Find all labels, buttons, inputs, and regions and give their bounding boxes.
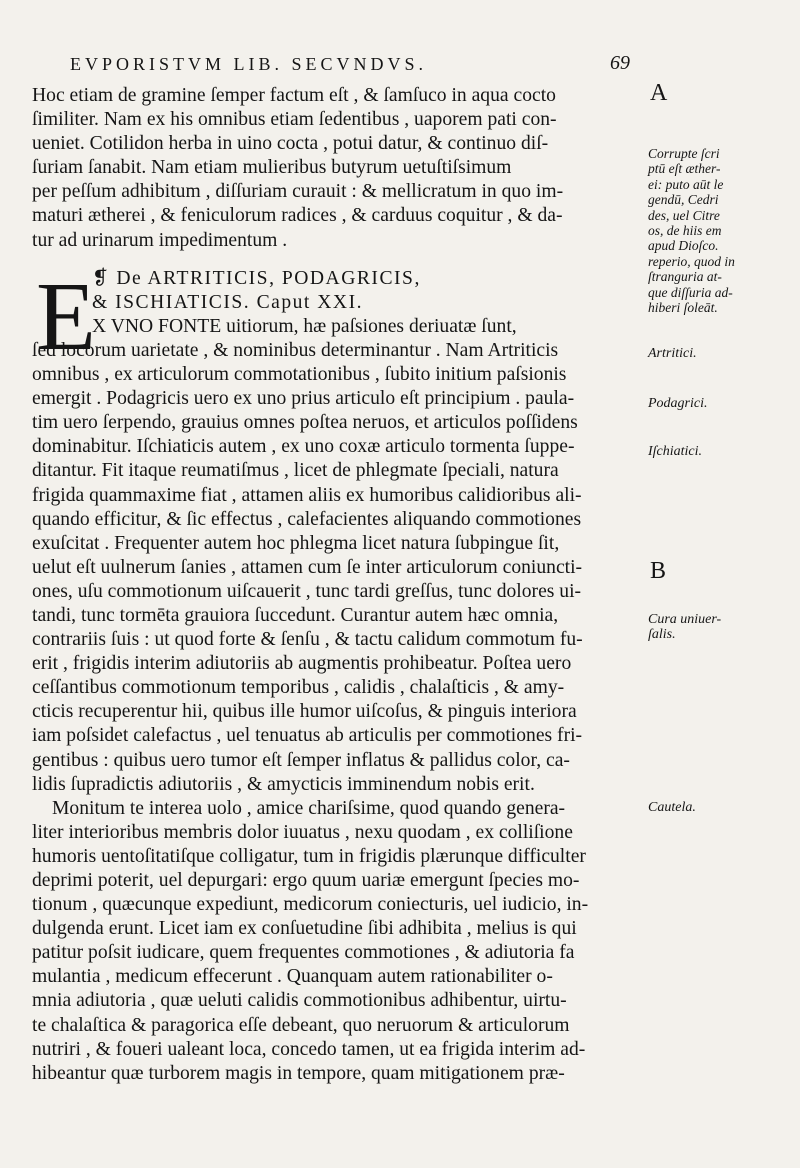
note-line: ſtranguria at- [648,269,722,285]
text-line: nutriri , & foueri ualeant loca, concedo tamen, ut ea frigida interim ad- [32,1038,586,1060]
text-line: dulgenda erunt. Licet iam ex conſuetudine ſibi adhibita , melius is qui [32,918,577,940]
text-line: contrariis ſuis : ut quod forte & ſenſu , & tactu calidum commotum fu- [32,629,583,651]
text-line: dominabitur. Iſchiaticis autem , ex uno coxæ articulo tormenta ſuppe- [32,436,575,458]
note-line: apud Dioſco. [648,238,719,254]
text-line: gentibus : quibus uero tumor eſt ſemper inflatus & pallidus color, ca- [32,749,570,771]
text-line: ditantur. Fit itaque reumatiſmus , licet de phlegmate ſpeciali, natura [32,460,559,482]
running-title: EVPORISTVM LIB. SECVNDVS. [70,54,428,74]
text-line: iam poſsidet calefactus , uel tenuatus ab articulis per commotiones fri- [32,725,583,747]
text-line: liter interioribus membris dolor iuuatus , nexu quodam , ex colliſione [32,821,573,843]
text-line: frigida quammaxime fiat , attamen aliis ex humoribus calidioribus ali- [32,484,582,506]
margin-note-cura [648,612,778,642]
section-letter-a: A [650,80,668,106]
text-line: per peſſum adhibitum , diſſuriam curauit : & mellicratum in quo im- [32,181,564,203]
text-line: mnia adiutoria , quæ ueluti calidis commotionibus adhibentur, uirtu- [32,990,567,1012]
paragraph-top [32,84,640,253]
note-line: gendū, Cedri [648,192,719,208]
text-line: cticis recuperentur hii, quibus ille humor uiſcoſus, & pinguis interiora [32,701,577,723]
main-text-block [32,84,640,1086]
margin-note-cautela: Cautela. [648,800,696,815]
note-line: des, uel Citre [648,207,720,223]
text-line: lidis ſupradictis adiutoriis , & amycticis imminendum nobis erit. [32,773,535,795]
running-header [70,54,630,75]
text-line: deprimi poterit, uel depurgari: ergo quum uariæ emergunt ſpecies mo- [32,870,580,891]
chapter-heading-line-2: & ISCHIATICIS. Caput XXI. [92,291,363,313]
note-line: ei: puto aūt le [648,176,724,192]
margin-note-corrupte [648,146,778,315]
text-line: erit , frigidis interim adiutoriis ab augmentis prohibeatur. Poſtea uero [32,653,572,675]
text-line: tim uero ſerpendo, grauius omnes poſtea neruos, et articulos poſſidens [32,412,578,434]
text-line: ueniet. Cotilidon herba in uino cocta , potui datur, & continuo diſ- [32,133,549,155]
text-line: emergit . Podagricis uero ex uno prius articulo eſt principium . paula- [32,388,575,410]
text-line: mulantia , medicum effecerunt . Quanquam autem rationabiliter o- [32,966,553,988]
text-line: ſuriam ſanabit. Nam etiam mulieribus butyrum uetuſtiſsimum [32,157,512,179]
paragraph-main [32,315,640,1086]
text-line: patitur poſsit iudicare, quem frequentes commotiones , & adiutoria fa [32,942,575,964]
text-line: tur ad urinarum impedimentum . [32,229,288,251]
chapter-heading-line-1: ❡ De ARTRITICIS, PODAGRICIS, [92,267,421,289]
text-line: X VNO FONTE uitiorum, hæ paſsiones deriuatæ ſunt, [92,315,517,337]
text-line: quando efficitur, & ſic effectus , calefacientes aliquando commotiones [32,508,582,530]
note-line: hiberi ſoleāt. [648,300,718,316]
text-line: tandi, tunc tormēta grauiora ſuccedunt. Curantur autem hæc omnia, [32,604,559,626]
text-line: Monitum te interea uolo , amice chariſsime, quod quando genera- [52,797,566,819]
note-line: Cura uniuer- [648,612,722,627]
text-line: ones, uſu commotionum uiſcauerit , tunc tardi greſſus, tunc dolores ui- [32,580,582,602]
note-line: ptū eſt æther- [648,161,721,177]
text-line: humoris uentoſitatiſque colligatur, tum in frigidis plærunque difficulter [32,845,586,867]
text-line: maturi ætherei , & feniculorum radices , & carduus coquitur , & da- [32,205,563,227]
note-line: Corrupte ſcri [648,146,720,161]
margin-note-ischiatici: Iſchiatici. [648,444,703,459]
note-line: que diſſuria ad- [648,284,733,300]
text-line: omnibus , ex articulorum commotationibus , ſubito initium paſsionis [32,364,567,386]
note-line: ſalis. [648,627,676,642]
margin-note-podagrici: Podagrici. [648,396,708,411]
text-line: tionum , quæcunque expediunt, medicorum coniecturis, uel iudicio, in- [32,894,589,916]
text-line: ſimiliter. Nam ex his omnibus etiam ſedentibus , uaporem pati con- [32,109,557,131]
text-line: uelut eſt uulnerum ſanies , attamen cum ſe inter articulorum coniuncti- [32,556,583,578]
text-line: ſed locorum uarietate , & nominibus determinantur . Nam Artriticis [32,339,559,361]
note-line: reperio, quod in [648,253,735,269]
text-line: te chalaſtica & paragorica eſſe debeant, quo neruorum & articulorum [32,1014,570,1036]
note-line: os, de hiis em [648,223,722,239]
text-line: exuſcitat . Frequenter autem hoc phlegma licet natura ſubpingue ſit, [32,532,560,554]
drop-cap: E [36,263,96,371]
margin-note-artritici: Artritici. [648,346,697,361]
text-line: ceſſantibus commotionum temporibus , calidis , chalaſticis , & amy- [32,677,565,699]
page-number: 69 [610,52,630,74]
text-line: hibeantur quæ turborem magis in tempore, quam mitigationem præ- [32,1062,565,1084]
text-line: Hoc etiam de gramine ſemper factum eſt , & ſamſuco in aqua cocto [32,85,556,106]
section-letter-b: B [650,558,667,584]
chapter-heading [32,267,640,315]
